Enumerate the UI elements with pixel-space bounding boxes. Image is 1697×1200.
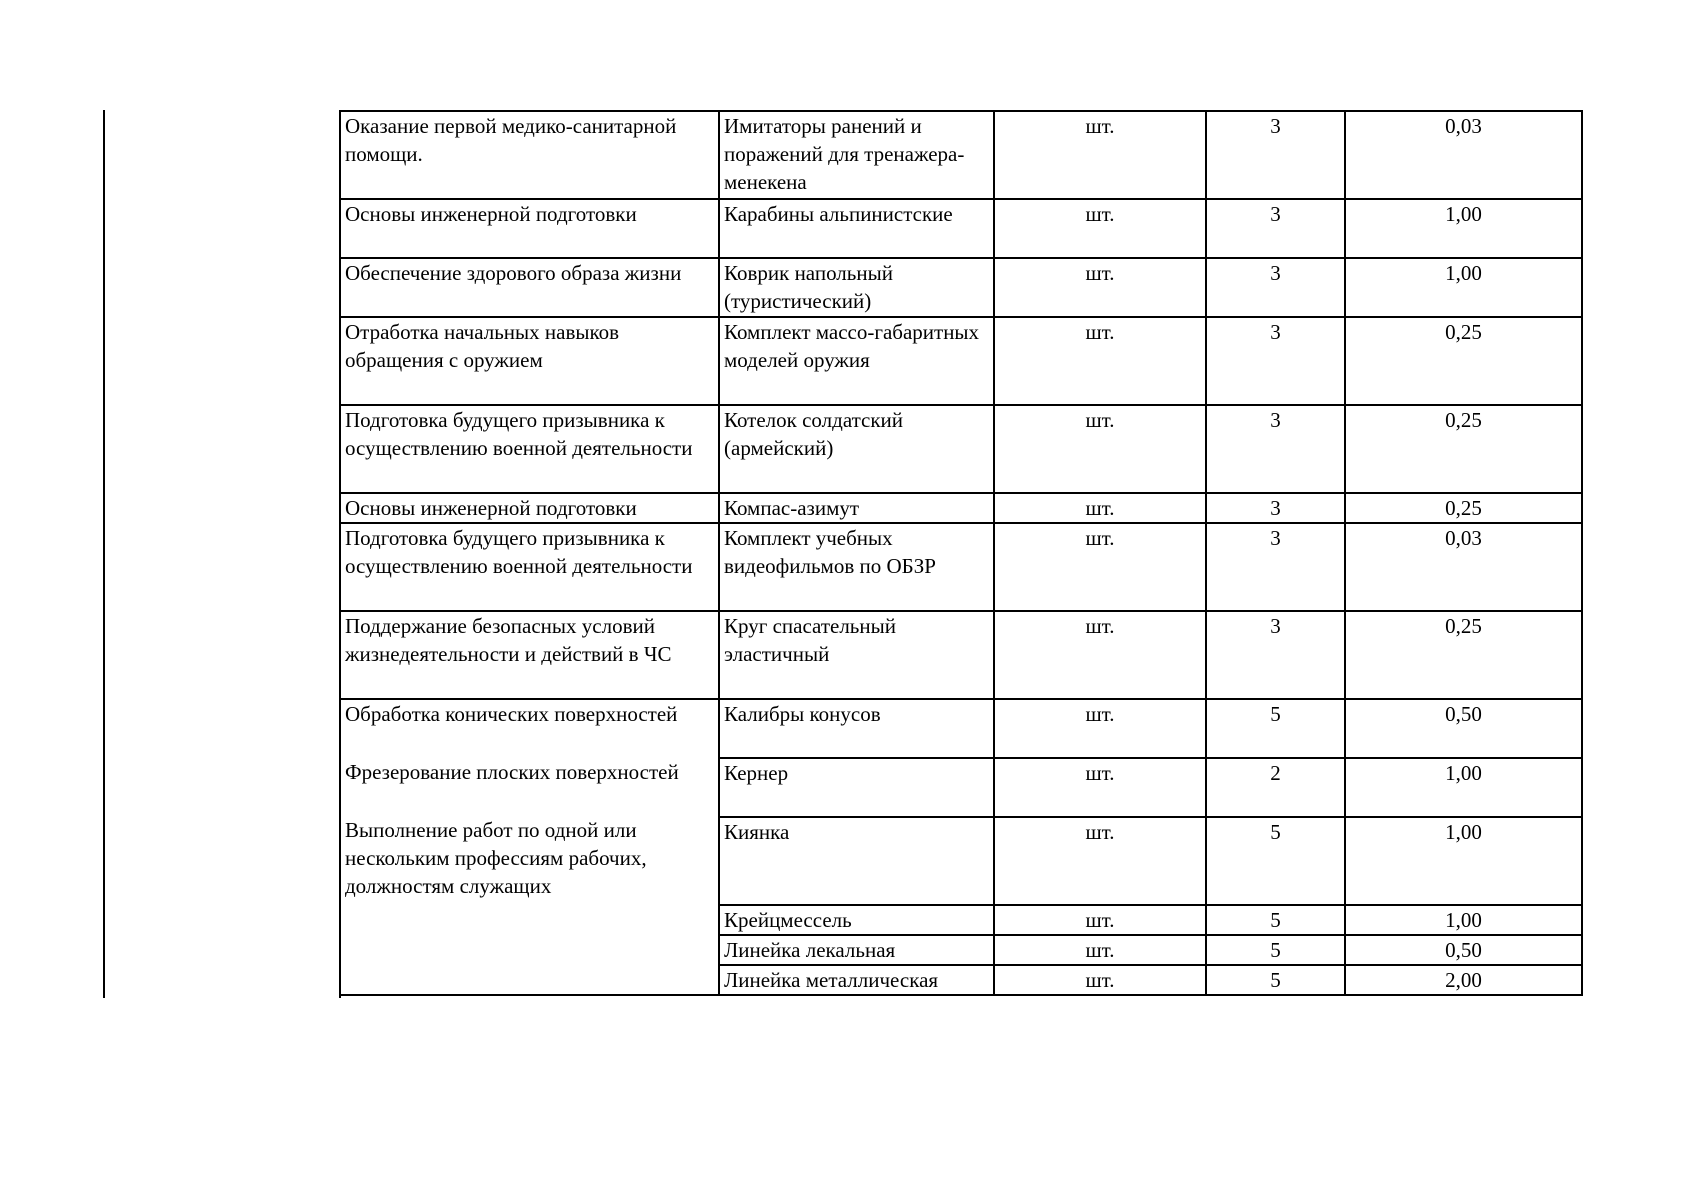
norm-cell: 0,25 (1345, 405, 1582, 493)
table-row (340, 111, 1582, 199)
item-cell: Круг спасательный эластичный (719, 611, 994, 699)
topic-cell: Основы инженерной подготовки (340, 493, 719, 523)
item-cell: Имитаторы ранений и поражений для тренажера-менекена (719, 111, 994, 199)
norm-cell: 0,03 (1345, 111, 1582, 199)
unit-cell: шт. (994, 317, 1206, 405)
merged-topic-2: Фрезерование плоских поверхностей (345, 760, 679, 784)
item-cell: Линейка лекальная (719, 935, 994, 965)
table-row (340, 405, 1582, 493)
norm-cell: 0,25 (1345, 611, 1582, 699)
topic-cell: Основы инженерной подготовки (340, 199, 719, 258)
table-row (340, 523, 1582, 611)
unit-cell: шт. (994, 523, 1206, 611)
merged-topic-3: Выполнение работ по одной или нескольким профессиям рабочих, должностям служащих (345, 818, 647, 898)
qty-cell: 3 (1206, 258, 1345, 317)
unit-cell: шт. (994, 905, 1206, 935)
norm-cell: 0,25 (1345, 493, 1582, 523)
topic-cell: Подготовка будущего призывника к осуществлению военной деятельности (340, 405, 719, 493)
item-cell: Комплект учебных видеофильмов по ОБЗР (719, 523, 994, 611)
norm-cell: 1,00 (1345, 258, 1582, 317)
item-cell: Линейка металлическая (719, 965, 994, 995)
table-row (340, 493, 1582, 523)
equipment-table (339, 110, 1583, 996)
qty-cell: 3 (1206, 111, 1345, 199)
item-cell: Киянка (719, 817, 994, 905)
item-cell: Коврик напольный (туристический) (719, 258, 994, 317)
norm-cell: 1,00 (1345, 758, 1582, 817)
norm-cell: 2,00 (1345, 965, 1582, 995)
unit-cell: шт. (994, 405, 1206, 493)
qty-cell: 3 (1206, 199, 1345, 258)
qty-cell: 3 (1206, 493, 1345, 523)
norm-cell: 1,00 (1345, 817, 1582, 905)
unit-cell: шт. (994, 111, 1206, 199)
qty-cell: 3 (1206, 405, 1345, 493)
norm-cell: 0,50 (1345, 699, 1582, 758)
merged-topic-1: Обработка конических поверхностей (345, 702, 678, 726)
norm-cell: 1,00 (1345, 905, 1582, 935)
norm-cell: 0,50 (1345, 935, 1582, 965)
qty-cell: 5 (1206, 699, 1345, 758)
left-margin-line (103, 110, 105, 998)
qty-cell: 3 (1206, 317, 1345, 405)
unit-cell: шт. (994, 199, 1206, 258)
item-cell: Компас-азимут (719, 493, 994, 523)
topic-cell: Отработка начальных навыков обращения с оружием (340, 317, 719, 405)
unit-cell: шт. (994, 935, 1206, 965)
unit-cell: шт. (994, 965, 1206, 995)
item-cell: Карабины альпинистские (719, 199, 994, 258)
unit-cell: шт. (994, 817, 1206, 905)
merged-topic-cell (340, 699, 719, 995)
item-cell: Котелок солдатский (армейский) (719, 405, 994, 493)
topic-cell: Поддержание безопасных условий жизнедеятельности и действий в ЧС (340, 611, 719, 699)
qty-cell: 5 (1206, 817, 1345, 905)
qty-cell: 5 (1206, 935, 1345, 965)
item-cell: Кернер (719, 758, 994, 817)
unit-cell: шт. (994, 758, 1206, 817)
table-row (340, 699, 1582, 758)
table-row (340, 317, 1582, 405)
unit-cell: шт. (994, 699, 1206, 758)
qty-cell: 3 (1206, 611, 1345, 699)
qty-cell: 3 (1206, 523, 1345, 611)
unit-cell: шт. (994, 493, 1206, 523)
topic-cell: Оказание первой медико-санитарной помощи. (340, 111, 719, 199)
norm-cell: 0,03 (1345, 523, 1582, 611)
table-row (340, 199, 1582, 258)
qty-cell: 5 (1206, 905, 1345, 935)
topic-cell: Обеспечение здорового образа жизни (340, 258, 719, 317)
unit-cell: шт. (994, 258, 1206, 317)
item-cell: Калибры конусов (719, 699, 994, 758)
topic-cell: Подготовка будущего призывника к осуществлению военной деятельности (340, 523, 719, 611)
item-cell: Комплект массо-габаритных моделей оружия (719, 317, 994, 405)
item-cell: Крейцмессель (719, 905, 994, 935)
qty-cell: 5 (1206, 965, 1345, 995)
qty-cell: 2 (1206, 758, 1345, 817)
norm-cell: 0,25 (1345, 317, 1582, 405)
table-row (340, 258, 1582, 317)
norm-cell: 1,00 (1345, 199, 1582, 258)
table-row (340, 611, 1582, 699)
unit-cell: шт. (994, 611, 1206, 699)
